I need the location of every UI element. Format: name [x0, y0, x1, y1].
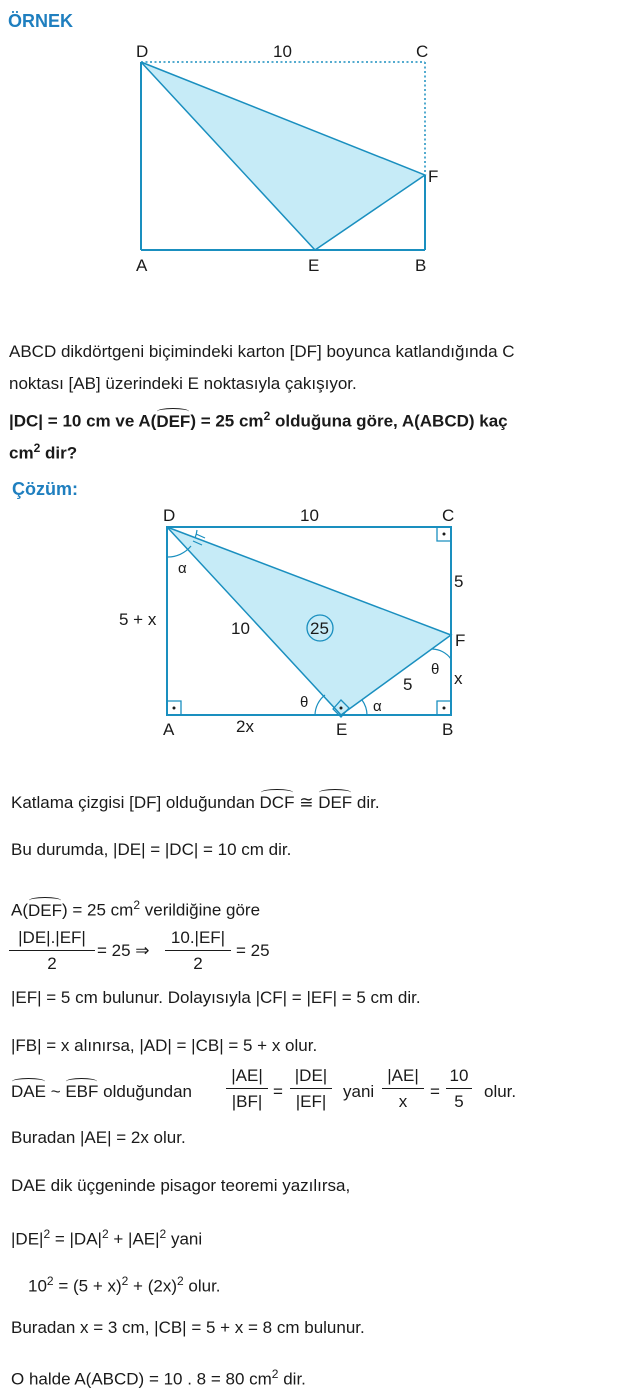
problem-line-1: ABCD dikdörtgeni biçimindeki karton [DF] boyunca katlandığında C — [9, 342, 515, 361]
denominator: 2 — [193, 954, 203, 973]
fraction-ae-x — [382, 1066, 424, 1112]
text: ~ — [45, 1082, 66, 1101]
fraction-ae-bf — [226, 1066, 268, 1112]
solution-line-2: Bu durumda, |DE| = |DC| = 10 cm dir. — [11, 840, 292, 859]
text: |DE| — [11, 1229, 44, 1249]
fig2-label-E: E — [336, 720, 348, 739]
pythagoras-line-1 — [11, 1224, 202, 1250]
numerator: |DE| — [290, 1066, 332, 1089]
text: = (5 + x) — [53, 1276, 122, 1296]
numerator: 10.|EF| — [165, 928, 231, 951]
olur-text: olur. — [484, 1082, 517, 1101]
fig2-label-B: B — [442, 720, 454, 739]
fig2-label-left: 5 + x — [119, 610, 157, 629]
text: olduğundan — [98, 1082, 192, 1101]
superscript: 2 — [46, 1274, 54, 1288]
solution-line-8: Buradan x = 3 cm, |CB| = 5 + x = 8 cm bulunur. — [11, 1318, 365, 1337]
text: O halde A(ABCD) = 10 . 8 = 80 cm — [11, 1369, 272, 1389]
superscript: 2 — [43, 1227, 51, 1241]
solution-figure — [0, 500, 618, 745]
superscript: 2 — [101, 1227, 109, 1241]
text: + (2x) — [128, 1276, 177, 1296]
fig2-label-alpha-D: α — [178, 560, 187, 577]
fig2-label-theta-E: θ — [300, 694, 309, 711]
text: verildiğine göre — [140, 900, 261, 920]
fig2-label-D: D — [163, 506, 176, 525]
solution-line-6: Buradan |AE| = 2x olur. — [11, 1128, 186, 1147]
equation-mid: = 25 ⇒ — [97, 941, 150, 960]
fig2-label-theta-F: θ — [431, 661, 440, 678]
denominator: 5 — [454, 1092, 464, 1111]
equals-sign: = — [430, 1082, 440, 1101]
question-text: ) = 25 cm — [190, 411, 264, 431]
fig1-label-F: F — [428, 167, 439, 186]
solution-line-9 — [11, 1364, 306, 1390]
solution-line-4: |EF| = 5 cm bulunur. Dolayısıyla |CF| = |EF| = 5 cm dir. — [11, 988, 421, 1007]
problem-line-2: noktası [AB] üzerindeki E noktasıyla çakışıyor. — [9, 374, 357, 393]
example-heading: ÖRNEK — [8, 11, 74, 31]
fig1-label-E: E — [308, 256, 320, 275]
pythagoras-line-2 — [28, 1271, 221, 1297]
yani-text: yani — [343, 1082, 375, 1101]
superscript: 2 — [121, 1274, 129, 1288]
fig2-label-F: F — [455, 631, 466, 650]
denominator: x — [398, 1092, 408, 1111]
text: dir. — [278, 1369, 306, 1389]
text: yani — [166, 1229, 203, 1249]
denominator: |EF| — [295, 1092, 327, 1111]
superscript: 2 — [133, 898, 141, 912]
fig2-label-top: 10 — [300, 506, 319, 525]
text: = |DA| — [50, 1229, 102, 1249]
arc-angle: DAE — [11, 1082, 46, 1101]
superscript: 2 — [159, 1227, 167, 1241]
equation-end: = 25 — [236, 941, 270, 960]
superscript: 2 — [176, 1274, 184, 1288]
fig2-label-DE: 10 — [231, 619, 250, 638]
equals-sign: = — [273, 1082, 283, 1101]
text: Katlama çizgisi [DF] olduğundan — [11, 793, 260, 812]
text: + |AE| — [108, 1229, 160, 1249]
numerator: |AE| — [382, 1066, 424, 1089]
fig1-label-top: 10 — [273, 42, 292, 61]
solution-line-1 — [11, 793, 380, 813]
numerator: 10 — [446, 1066, 472, 1089]
question-text: |DC| = 10 cm ve A( — [9, 411, 157, 431]
similarity-text — [11, 1082, 192, 1102]
arc-angle: DCF — [259, 793, 295, 812]
arc-angle: DEF — [156, 411, 191, 431]
fig2-label-AE: 2x — [236, 717, 254, 736]
fig2-label-C: C — [442, 506, 455, 525]
solution-line-7: DAE dik üçgeninde pisagor teoremi yazılırsa, — [11, 1176, 351, 1195]
solution-line-5: |FB| = x alınırsa, |AD| = |CB| = 5 + x olur. — [11, 1036, 318, 1055]
fig1-label-A: A — [136, 256, 148, 275]
text: dir. — [352, 793, 380, 812]
fig2-label-FB: x — [454, 669, 463, 688]
denominator: |BF| — [231, 1092, 263, 1111]
arc-angle: DEF — [28, 900, 62, 920]
fig1-label-B: B — [415, 256, 427, 275]
superscript: 2 — [263, 409, 271, 423]
denominator: 2 — [47, 954, 57, 973]
superscript: 2 — [271, 1367, 279, 1381]
fig2-label-CF: 5 — [454, 572, 464, 591]
text: 10 — [28, 1276, 47, 1296]
question-text: cm — [9, 443, 34, 463]
solution-heading: Çözüm: — [12, 479, 78, 499]
numerator: |DE|.|EF| — [9, 928, 95, 951]
fraction-de-ef — [290, 1066, 332, 1112]
text: ≅ — [294, 793, 319, 812]
solution-line-3 — [11, 895, 260, 921]
question-text: olduğuna göre, A(ABCD) kaç — [270, 411, 508, 431]
fig1-label-D: D — [136, 42, 149, 61]
fig2-label-area: 25 — [310, 619, 329, 638]
fraction-area-values — [165, 928, 231, 974]
fig2-label-EF: 5 — [403, 675, 413, 694]
fraction-10-5 — [446, 1066, 472, 1112]
text: olur. — [183, 1276, 221, 1296]
question-text: dir? — [40, 443, 78, 463]
arc-angle: DEF — [318, 793, 353, 812]
example-figure — [0, 30, 618, 280]
numerator: |AE| — [226, 1066, 268, 1089]
superscript: 2 — [33, 441, 41, 455]
fig2-label-alpha-E: α — [373, 698, 382, 715]
fig2-label-A: A — [163, 720, 175, 739]
question-line-2 — [9, 438, 77, 464]
arc-angle: EBF — [65, 1082, 99, 1101]
fraction-area-formula — [9, 928, 95, 974]
question-line-1 — [9, 406, 508, 432]
text: ) = 25 cm — [62, 900, 134, 920]
fig1-label-C: C — [416, 42, 429, 61]
text: A( — [11, 900, 28, 920]
